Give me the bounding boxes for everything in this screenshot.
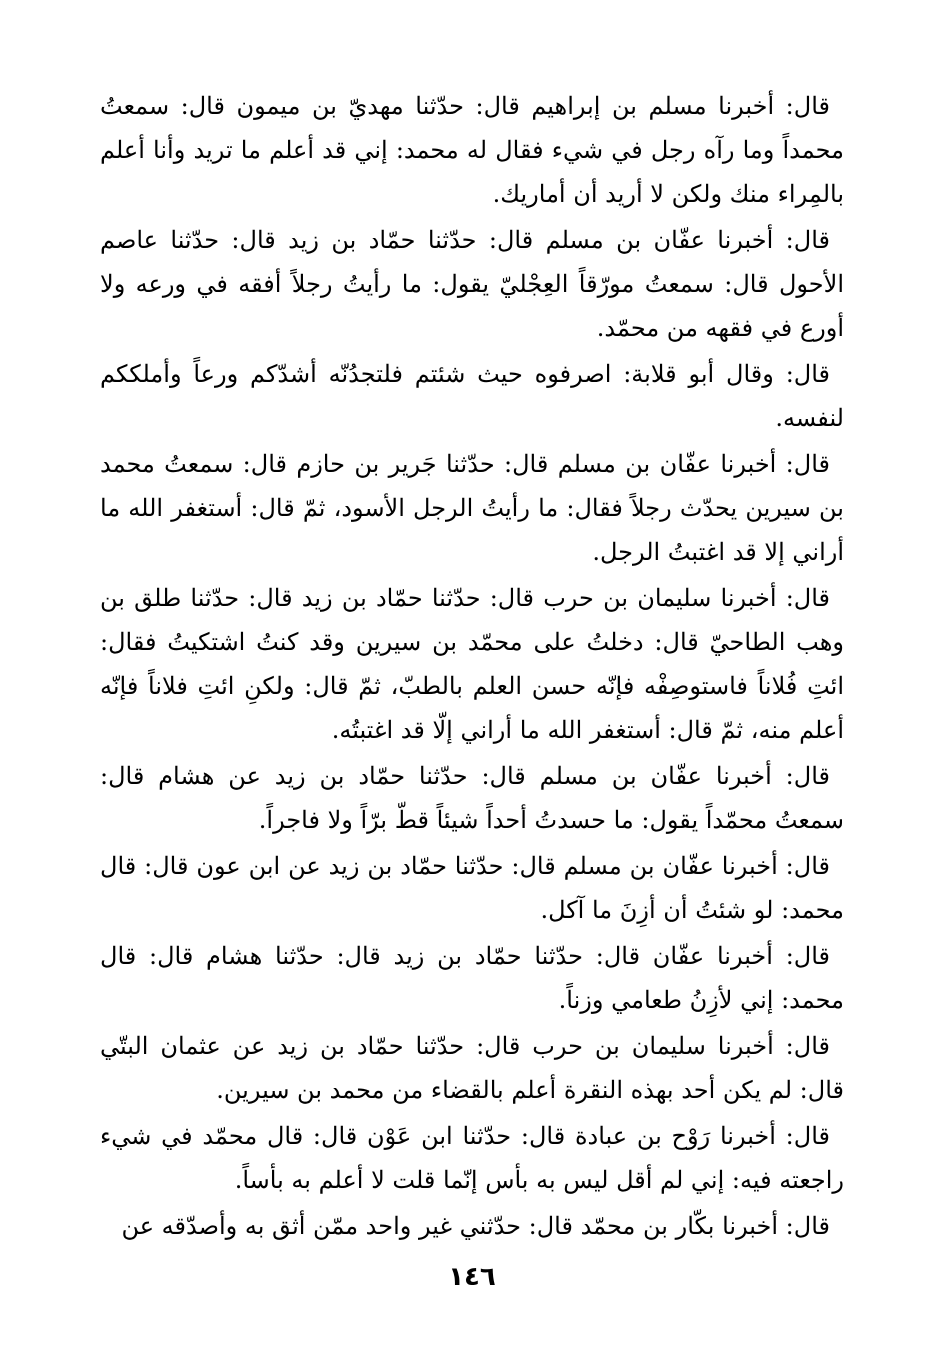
paragraph-text: قال: أخبرنا مسلم بن إبراهيم قال: حدّثنا مهديّ بن ميمون قال: سمعتُ محمداً وما رآه رجل في شيء فقال له محمد: إني قد أعلم ما تريد وأنا أعلم بالمِراء منك ولكن لا أريد أن أماريك. [100,92,844,208]
paragraph-7 [100,844,844,932]
paragraph-4 [100,442,844,574]
paragraph-text: قال: أخبرنا بكّار بن محمّد قال: حدّثني غير واحد ممّن أثق به وأصدّقه عن [121,1212,830,1240]
paragraph-1 [100,84,844,216]
paragraph-8 [100,934,844,1022]
paragraph-2 [100,218,844,350]
paragraph-text: قال: وقال أبو قلابة: اصرفوه حيث شئتم فلتجدُنّه أشدّكم ورعاً وأملككم لنفسه. [100,360,844,432]
paragraph-3 [100,352,844,440]
page-number: ١٤٦ [448,1262,496,1292]
paragraph-text: قال: أخبرنا عفّان بن مسلم قال: حدّثنا جَرير بن حازم قال: سمعتُ محمد بن سيرين يحدّث رجلاً فقال: ما رأيتُ الرجل الأسود، ثمّ قال: أستغفر الله ما أراني إلا قد اغتبتُ الرجل. [100,450,844,566]
paragraph-text: قال: أخبرنا رَوْح بن عبادة قال: حدّثنا ابن عَوْن قال: قال محمّد في شيء راجعته فيه: إني لم أقل ليس به بأس إنّما قلت لا أعلم به بأساً. [100,1122,844,1194]
paragraph-text: قال: أخبرنا عفّان بن مسلم قال: حدّثنا حمّاد بن زيد عن ابن عون قال: قال محمد: لو شئتُ أن أزِنَ ما آكل. [100,852,844,924]
paragraph-10 [100,1114,844,1202]
paragraph-text: قال: أخبرنا سليمان بن حرب قال: حدّثنا حمّاد بن زيد قال: حدّثنا طلق بن وهب الطاحيّ قال: دخلتُ على محمّد بن سيرين وقد كنتُ اشتكيتُ فقال: ائتِ فُلاناً فاستوصِفْه فإنّه حسن العلم بالطبّ، ثمّ قال: ولكنِ ائتِ فلاناً فإنّه أعلم منه، ثمّ قال: أستغفر الله ما أراني إلّا قد اغتبتُه. [100,584,844,744]
paragraph-text: قال: أخبرنا سليمان بن حرب قال: حدّثنا حمّاد بن زيد عن عثمان البتّي قال: لم يكن أحد بهذه النقرة أعلم بالقضاء من محمد بن سيرين. [100,1032,844,1104]
paragraph-text: قال: أخبرنا عفّان قال: حدّثنا حمّاد بن زيد قال: حدّثنا هشام قال: قال محمد: إني لأزِنُ طعامي وزناً. [100,942,844,1014]
paragraph-9 [100,1024,844,1112]
main-text [100,84,844,1250]
paragraph-6 [100,754,844,842]
paragraph-11 [100,1204,844,1248]
paragraph-text: قال: أخبرنا عفّان بن مسلم قال: حدّثنا حمّاد بن زيد قال: حدّثنا عاصم الأحول قال: سمعتُ مورّقاً العِجْليّ يقول: ما رأيتُ رجلاً أفقه في ورعه ولا أورع في فقهه من محمّد. [100,226,844,342]
paragraph-5 [100,576,844,752]
paragraph-text: قال: أخبرنا عفّان بن مسلم قال: حدّثنا حمّاد بن زيد عن هشام قال: سمعتُ محمّداً يقول: ما حسدتُ أحداً شيئاً قطّ برّاً ولا فاجراً. [100,762,844,834]
